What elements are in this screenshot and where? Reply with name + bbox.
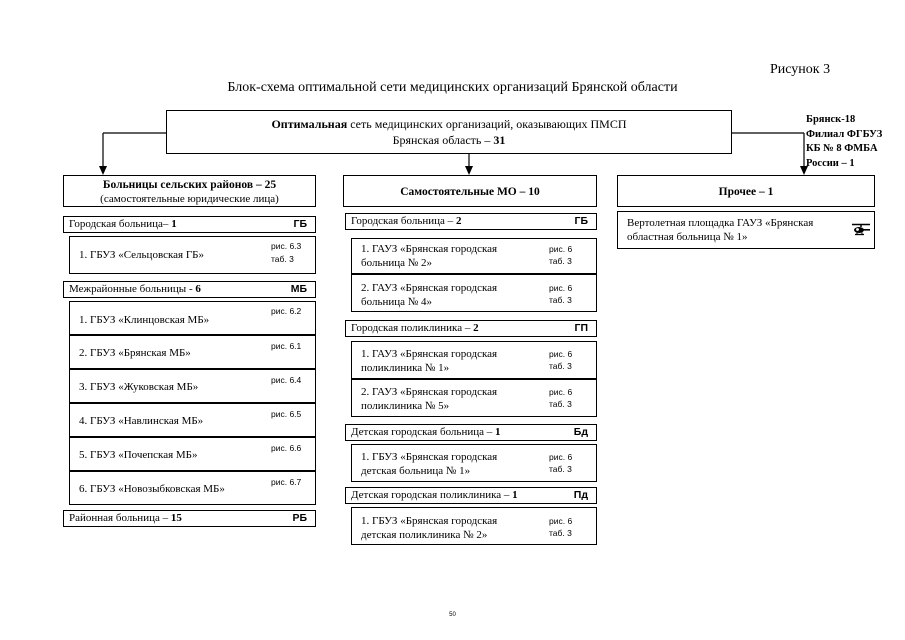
category-label: Городская больница– bbox=[69, 218, 172, 230]
category-city-hospital bbox=[345, 213, 597, 230]
item-ref: рис. 6.4 bbox=[271, 375, 302, 385]
category-abbr: ГП bbox=[574, 322, 588, 334]
page-title: Блок-схема оптимальной сети медицинских организаций Брянской области bbox=[227, 80, 678, 95]
item-ref: рис. 6.3 bbox=[271, 241, 302, 251]
item-text: больница № 2» bbox=[361, 257, 432, 269]
category-count: 1 bbox=[171, 218, 177, 230]
independent-mo-title: Самостоятельные МО – 10 bbox=[400, 186, 540, 198]
rural-hospitals-header bbox=[63, 175, 316, 207]
item-text: 2. ГБУЗ «Брянская МБ» bbox=[79, 347, 191, 359]
item-ref: таб. 3 bbox=[271, 254, 294, 264]
item-text: 5. ГБУЗ «Почепская МБ» bbox=[79, 449, 198, 461]
item-ref: рис. 6.1 bbox=[271, 341, 302, 351]
category-district-hospital bbox=[63, 510, 316, 527]
item-text: 1. ГБУЗ «Сельцовская ГБ» bbox=[79, 249, 204, 261]
item-ref: таб. 3 bbox=[549, 399, 572, 409]
page-number: 50 bbox=[449, 612, 456, 618]
category-label: Межрайонные больницы - bbox=[69, 283, 196, 295]
item-text: 2. ГАУЗ «Брянская городская bbox=[361, 386, 498, 398]
main-box-region: Брянская область – bbox=[392, 133, 494, 147]
category-abbr: РБ bbox=[292, 512, 307, 524]
rural-hospitals-subtitle: (самостоятельные юридические лица) bbox=[100, 193, 279, 205]
item-ref: рис. 6 bbox=[549, 387, 573, 397]
item-text: поликлиника № 5» bbox=[361, 400, 450, 412]
other-header bbox=[617, 175, 875, 207]
category-count: 1 bbox=[494, 426, 501, 438]
main-box-text: сеть медицинских организаций, оказывающих ПМСП bbox=[347, 117, 627, 131]
item-ref: таб. 3 bbox=[549, 295, 572, 305]
category-count: 15 bbox=[170, 512, 182, 524]
list-item bbox=[69, 403, 316, 437]
item-text: 1. ГБУЗ «Брянская городская bbox=[361, 451, 498, 463]
category-count: 2 bbox=[473, 322, 479, 334]
item-text: 3. ГБУЗ «Жуковская МБ» bbox=[79, 381, 199, 393]
main-box-count: 31 bbox=[493, 133, 506, 147]
item-ref: рис. 6.2 bbox=[271, 306, 302, 316]
item-text: 1. ГАУЗ «Брянская городская bbox=[361, 243, 498, 255]
helicopter-icon bbox=[850, 223, 872, 237]
item-ref: рис. 6 bbox=[549, 516, 573, 526]
item-text: 1. ГБУЗ «Клинцовская МБ» bbox=[79, 314, 210, 326]
category-count: 1 bbox=[512, 489, 518, 501]
list-item bbox=[351, 341, 597, 379]
category-interdistrict-hospital bbox=[63, 281, 316, 298]
item-ref: рис. 6 bbox=[549, 349, 573, 359]
category-children-hospital bbox=[345, 424, 597, 441]
item-ref: рис. 6 bbox=[549, 452, 573, 462]
item-ref: рис. 6.5 bbox=[271, 409, 302, 419]
category-count: 6 bbox=[195, 283, 201, 295]
category-abbr: ГБ bbox=[574, 215, 588, 227]
item-ref: таб. 3 bbox=[549, 256, 572, 266]
item-text: больница № 4» bbox=[361, 296, 432, 308]
category-city-polyclinic bbox=[345, 320, 597, 337]
category-abbr: Бд bbox=[573, 426, 588, 438]
list-item bbox=[69, 369, 316, 403]
side-note-line: Филиал ФГБУЗ bbox=[806, 128, 883, 140]
side-note-line: России – 1 bbox=[806, 157, 855, 169]
side-note bbox=[806, 113, 882, 171]
item-text: детская больница № 1» bbox=[361, 465, 471, 477]
list-item bbox=[69, 471, 316, 505]
item-text: поликлиника № 1» bbox=[361, 362, 450, 374]
category-city-hospital bbox=[63, 216, 316, 233]
category-count: 2 bbox=[455, 215, 462, 227]
main-box-bold: Оптимальная bbox=[271, 117, 348, 131]
side-note-line: КБ № 8 ФМБА bbox=[806, 143, 878, 154]
list-item bbox=[69, 301, 316, 335]
list-item bbox=[351, 444, 597, 482]
list-item bbox=[351, 379, 597, 417]
category-label: Районная больница – bbox=[69, 512, 171, 524]
item-ref: таб. 3 bbox=[549, 361, 572, 371]
category-label: Детская городская больница – bbox=[351, 426, 495, 438]
item-text: 4. ГБУЗ «Навлинская МБ» bbox=[79, 415, 204, 427]
list-item bbox=[69, 437, 316, 471]
item-text: 2. ГАУЗ «Брянская городская bbox=[361, 282, 498, 294]
list-item bbox=[69, 236, 316, 274]
figure-label: Рисунок 3 bbox=[770, 62, 831, 77]
list-item bbox=[351, 274, 597, 312]
side-note-line: Брянск-18 bbox=[806, 114, 856, 125]
other-title: Прочее – 1 bbox=[718, 186, 774, 198]
rural-hospitals-title: Больницы сельских районов – 25 bbox=[102, 179, 277, 191]
category-abbr: Пд bbox=[573, 489, 588, 501]
category-label: Детская городская поликлиника – bbox=[351, 489, 513, 501]
list-item bbox=[351, 238, 597, 274]
item-ref: рис. 6 bbox=[549, 283, 573, 293]
item-ref: таб. 3 bbox=[549, 528, 572, 538]
list-item bbox=[69, 335, 316, 369]
item-text: 1. ГБУЗ «Брянская городская bbox=[361, 515, 498, 527]
item-ref: рис. 6 bbox=[549, 244, 573, 254]
item-text: Вертолетная площадка ГАУЗ «Брянская bbox=[627, 217, 814, 229]
item-text: областная больница № 1» bbox=[627, 231, 748, 243]
item-text: 6. ГБУЗ «Новозыбковская МБ» bbox=[79, 483, 225, 495]
item-ref: рис. 6.6 bbox=[271, 443, 302, 453]
category-abbr: МБ bbox=[290, 283, 307, 295]
independent-mo-header bbox=[343, 175, 597, 207]
item-ref: таб. 3 bbox=[549, 464, 572, 474]
category-children-polyclinic bbox=[345, 487, 597, 504]
item-text: детская поликлиника № 2» bbox=[361, 529, 488, 541]
main-network-box bbox=[166, 110, 732, 154]
list-item bbox=[351, 507, 597, 545]
category-abbr: ГБ bbox=[293, 218, 307, 230]
item-ref: рис. 6.7 bbox=[271, 477, 302, 487]
category-label: Городская поликлиника – bbox=[351, 322, 474, 334]
list-item-helipad bbox=[617, 211, 875, 249]
category-label: Городская больница – bbox=[351, 215, 456, 227]
item-text: 1. ГАУЗ «Брянская городская bbox=[361, 348, 498, 360]
